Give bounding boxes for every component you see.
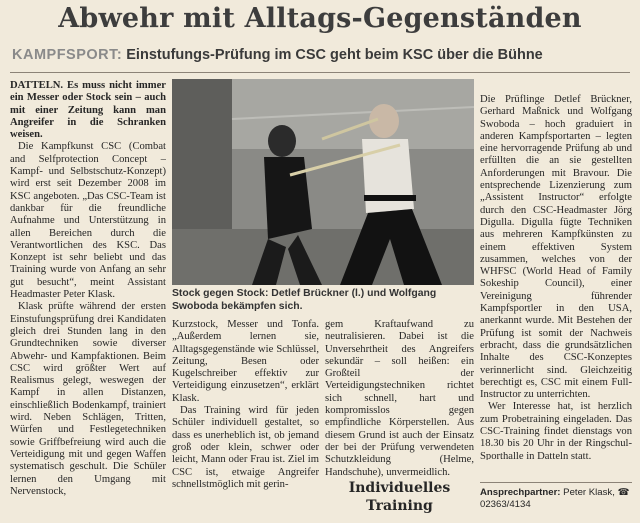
- section-subhead: Individuelles Training: [348, 479, 451, 514]
- article-photo: [172, 79, 474, 285]
- paragraph: Das Training wird für jeden Schüler individuell gestaltet, so dass es unerheblich ist, ob jemand groß oder klein, schwer oder leicht, Mann oder Frau ist. Ziel im CSC ist, etwaige Angreifer schnellstmöglich mit gerin-: [172, 405, 319, 490]
- photo-caption: Stock gegen Stock: Detlef Brückner (l.) und Wolfgang Swoboda bekämpfen sich.: [172, 288, 437, 312]
- paragraph: Die Kampfkunst CSC (Combat and Selfprotection Concept – Kampf- und Selbstschutz-Konzept) wird erst seit Dezember 2008 im KSC angeboten. „Das CSC-Team ist dankbar für die freundliche Aufnahme und Unterstützung in allen Bereichen durch die Verantwortlichen des KSC. Das Konzept ist sehr beliebt und das Training wurde von Anfang an sehr gut besucht“, meint Assistant Headmaster Peter Klask.: [10, 141, 166, 301]
- paragraph: gem Kraftaufwand zu neutralisieren. Dabei ist die Unversehrtheit des Angreifers sekundär – soll heißen: ein Großteil der Verteidigungstechniken richtet sich schnell, hart und kompromisslos gegen empfindliche Körperstellen. Aus diesem Grund ist auch der Einsatz der bei der Prüfung verwendeten Schutzkleidung (Helme, Handschuhe), unvermeidlich.: [325, 319, 474, 478]
- contact-box: [480, 482, 632, 511]
- martial-arts-photo-illustration: [172, 79, 474, 285]
- lead-text: Es muss nicht immer ein Messer oder Stock sein – auch mit einer Zeitung kann man Angreifer in die Schranken weisen.: [10, 80, 166, 141]
- article-column-1: [10, 80, 166, 520]
- article-column-3: [325, 319, 474, 519]
- headline: Abwehr mit Alltags-Gegenständen: [58, 3, 582, 34]
- paragraph: Klask prüfte während der ersten Einstufungsprüfung drei Kandidaten gleich drei Stunden lang in den Grundtechniken sowie diverser Abwehr- und Kampfaktionen. Beim CSC wird größter Wert auf Realismus gelegt, weswegen der Kampf in allen Distanzen, einschließlich Bodenkampf, trainiert wird. Neben Schlägen, Tritten, Würfen und Festlegetechniken sowie Griffbefreiung wird auch die Verteidigung mit und gegen Waffen systematisch geschult. Die Schüler lernen den Umgang mit Nervenstock,: [10, 301, 166, 497]
- paragraph: Kurzstock, Messer und Tonfa. „Außerdem lernen sie, Alltagsgegenstände wie Schlüssel, Zeitung, Besen oder Kugelschreiber effektiv zur Verteidigung einzusetzen“, erklärt Klask.: [172, 319, 319, 404]
- contact-label: Ansprechpartner:: [480, 487, 561, 498]
- article-column-2: [172, 319, 319, 519]
- paragraph: Wer Interesse hat, ist herzlich zum Probetraining eingeladen. Das CSC-Training findet dienstags von 18.30 bis 20 Uhr in der Ringschul-Sporthalle in Datteln statt.: [480, 401, 632, 460]
- contact-phone: 02363/4134: [480, 499, 531, 510]
- kicker: KAMPFSPORT:: [12, 47, 123, 63]
- header-rule: [10, 72, 630, 73]
- phone-icon: ☎: [617, 487, 630, 498]
- subheadline-row: [12, 47, 632, 63]
- paragraph: Die Prüflinge Detlef Brückner, Gerhard Maßnick und Wolfgang Swoboda – hoch graduiert in anderen Kampfsportarten – legten eine hervorragende Prüfung ab und erfüllten die an sie gestellten Anforderungen mit Bravour. Die entsprechende Lizenzierung zum „Assistent Instructor“ erfolgte durch den CSC-Headmaster Jörg Digulla. Digulla fügte Techniken aus mehreren Kampfkünsten zu einem effektiven System zusammen, welches von der WHFSC (World Head of Family Sokeship Council), einer Vereinigung führender Kampfsportler in den USA, anerkannt wurde. Mit Bestehen der Prüfung ist somit der Nachweis erbracht, dass die grundsätzlichen Inhalte des CSC-Konzeptes verinnerlicht sind. Gleichzeitig berechtigt es, CSC mit einem Full-Instructor zu unterrichten.: [480, 94, 632, 401]
- dateline: DATTELN.: [10, 80, 64, 91]
- contact-name: Peter Klask,: [563, 487, 615, 498]
- article-column-4: [480, 94, 632, 460]
- subheadline: Einstufungs-Prüfung im CSC geht beim KSC über die Bühne: [126, 47, 543, 63]
